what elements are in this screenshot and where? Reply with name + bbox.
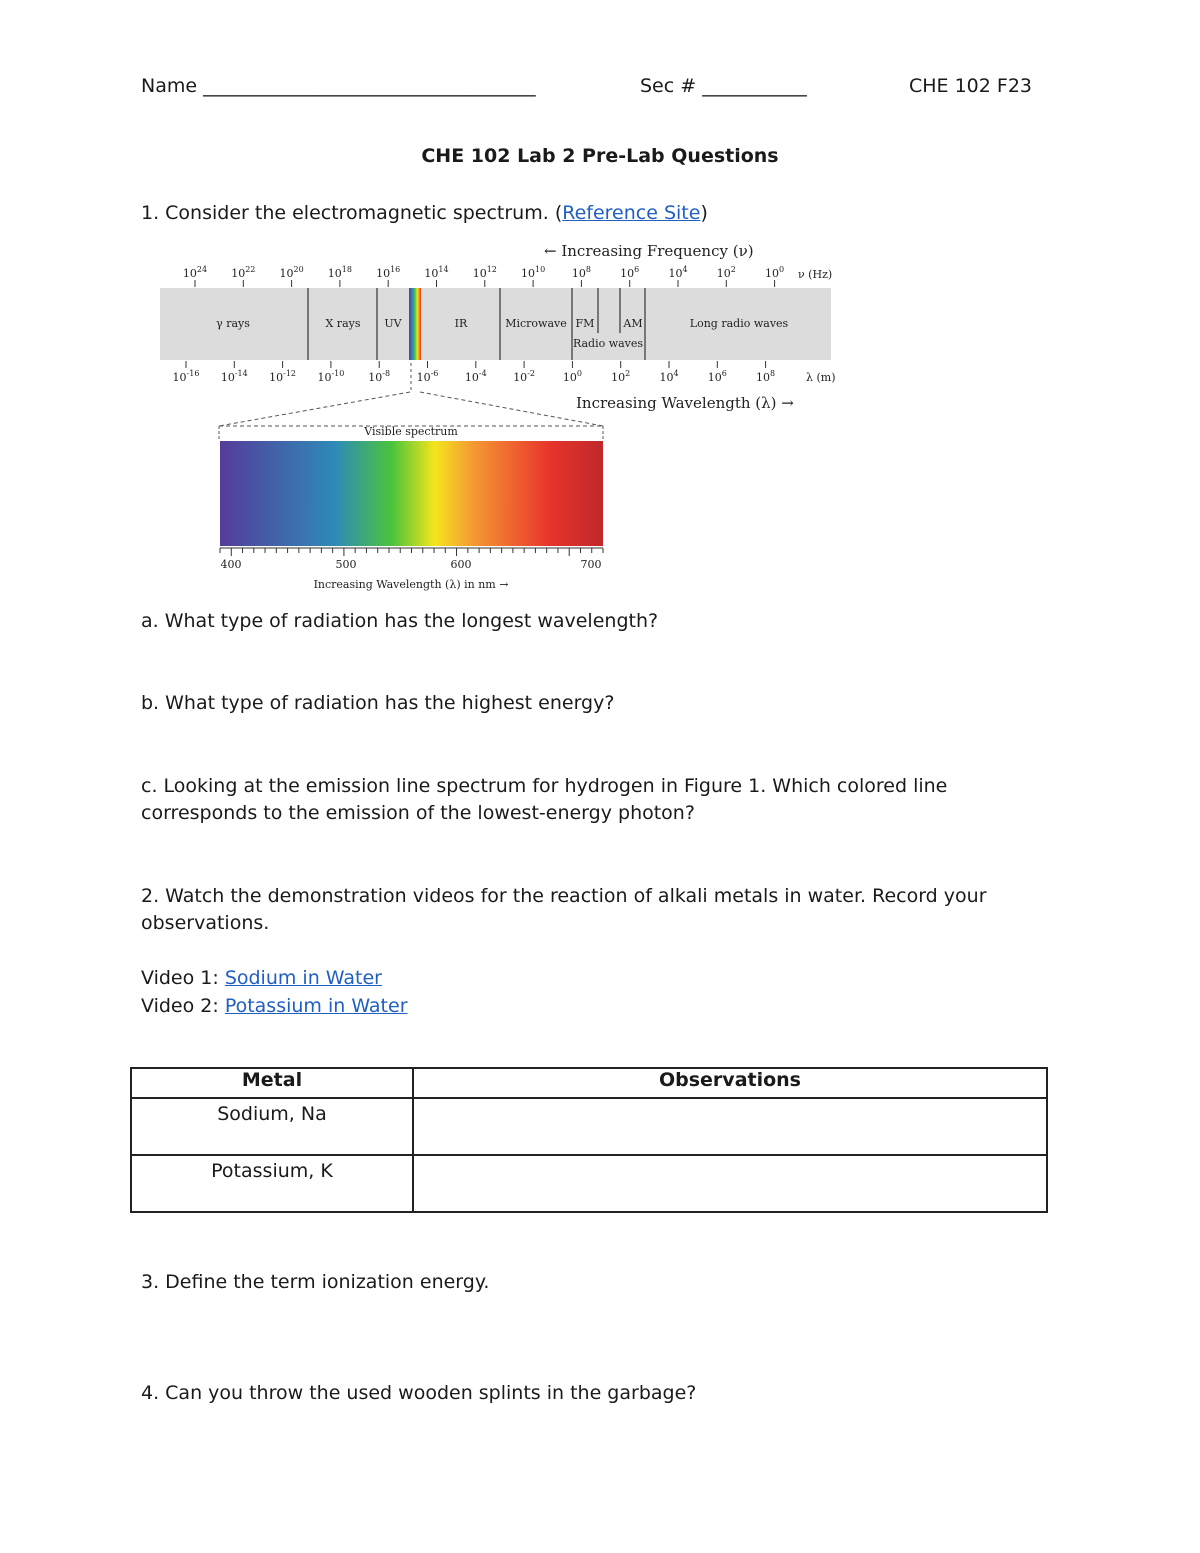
observations-table xyxy=(130,1067,1048,1213)
wavelength-tick-label xyxy=(756,369,775,384)
wavelength-tick-label xyxy=(611,369,630,384)
video-1 xyxy=(141,965,382,992)
tick-exponent: 6 xyxy=(721,369,727,378)
tick-exponent: 10 xyxy=(535,265,546,274)
wavelength-tick-label xyxy=(368,369,390,384)
tick-base: 10 xyxy=(376,267,391,280)
tick-exponent: 0 xyxy=(779,265,785,274)
course-code: CHE 102 F23 xyxy=(909,75,1033,97)
region-long-radio: Long radio waves xyxy=(689,317,789,330)
name-blank[interactable]: ___________________________________ xyxy=(203,75,536,97)
metal-cell: Potassium, K xyxy=(131,1155,413,1212)
metal-cell: Sodium, Na xyxy=(131,1098,413,1155)
region-am: AM xyxy=(623,317,643,330)
tick-exponent: 2 xyxy=(625,369,631,378)
tick-base: 10 xyxy=(659,371,674,384)
frequency-tick-label xyxy=(473,265,497,280)
tick-base: 10 xyxy=(756,371,771,384)
tick-exponent: -4 xyxy=(478,369,487,378)
question-a: a. What type of radiation has the longest wavelength? xyxy=(141,610,659,632)
tick-base: 10 xyxy=(269,371,284,384)
frequency-unit: ν (Hz) xyxy=(798,268,833,281)
question-3: 3. Define the term ionization energy. xyxy=(141,1271,490,1293)
wavelength-tick-label xyxy=(513,369,535,384)
tick-base: 10 xyxy=(464,371,479,384)
region-uv: UV xyxy=(384,317,402,330)
tick-exponent: 4 xyxy=(673,369,679,378)
header-observations: Observations xyxy=(413,1068,1047,1098)
wavelength-tick-label xyxy=(221,369,248,384)
tick-base: 10 xyxy=(571,267,586,280)
tick-base: 10 xyxy=(521,267,536,280)
frequency-tick-label xyxy=(521,265,545,280)
tick-exponent: 16 xyxy=(390,265,401,274)
name-label-text: Name xyxy=(141,75,198,97)
frequency-tick-label xyxy=(717,265,736,280)
tick-exponent: -10 xyxy=(331,369,345,378)
tick-exponent: 20 xyxy=(293,265,304,274)
frequency-tick-label xyxy=(328,265,352,280)
sec-blank[interactable]: ___________ xyxy=(702,75,807,97)
tick-base: 10 xyxy=(562,371,577,384)
tick-exponent: -14 xyxy=(234,369,248,378)
wavelength-tick-label xyxy=(317,369,344,384)
frequency-axis-label: ← Increasing Frequency (ν) xyxy=(544,242,754,260)
frequency-tick-label xyxy=(231,265,255,280)
video-2 xyxy=(141,993,408,1020)
region-gamma: γ rays xyxy=(216,317,250,330)
tick-base: 10 xyxy=(279,267,294,280)
wavelength-tick-label xyxy=(563,369,582,384)
tick-base: 10 xyxy=(172,371,187,384)
em-spectrum-figure xyxy=(0,0,1200,600)
video-2-label: Video 2: xyxy=(141,995,225,1017)
tick-exponent: -16 xyxy=(186,369,200,378)
tick-base: 10 xyxy=(368,371,383,384)
frequency-tick-label xyxy=(572,265,591,280)
frequency-tick-label xyxy=(765,265,784,280)
region-ir: IR xyxy=(454,317,468,330)
tick-base: 10 xyxy=(668,267,683,280)
tick-base: 10 xyxy=(220,371,235,384)
tick-base: 10 xyxy=(765,267,780,280)
question-b: b. What type of radiation has the highest energy? xyxy=(141,692,615,714)
tick-exponent: 24 xyxy=(196,265,208,274)
potassium-video-link[interactable]: Potassium in Water xyxy=(224,995,408,1017)
question-4: 4. Can you throw the used wooden splints in the garbage? xyxy=(141,1382,697,1404)
visible-spectrum-bar xyxy=(220,441,603,546)
tick-base: 10 xyxy=(182,267,197,280)
table-row xyxy=(131,1155,1047,1212)
tick-exponent: -2 xyxy=(527,369,535,378)
visible-narrow-band xyxy=(409,288,421,360)
tick-base: 10 xyxy=(424,267,439,280)
tick-exponent: 8 xyxy=(770,369,776,378)
question-c: c. Looking at the emission line spectrum for hydrogen in Figure 1. Which colored line corresponds to the emission of the lowest-energy photon? xyxy=(141,775,948,824)
wavelength-tick-label xyxy=(173,369,200,384)
tick-base: 10 xyxy=(317,371,332,384)
reference-site-link[interactable]: Reference Site xyxy=(562,202,701,224)
tick-base: 10 xyxy=(231,267,246,280)
frequency-ticks xyxy=(183,265,784,287)
region-radio: Radio waves xyxy=(572,337,644,350)
wavelength-ticks xyxy=(173,361,776,384)
tick-exponent: -8 xyxy=(382,369,391,378)
tick-base: 10 xyxy=(416,371,431,384)
frequency-tick-label xyxy=(668,265,687,280)
tick-base: 10 xyxy=(513,371,528,384)
tick-exponent: 12 xyxy=(486,265,497,274)
wavelength-tick-label xyxy=(269,369,296,384)
tick-exponent: -6 xyxy=(430,369,439,378)
tick-exponent: 2 xyxy=(730,265,736,274)
tick-exponent: 18 xyxy=(341,265,352,274)
observation-cell[interactable] xyxy=(413,1155,1047,1212)
tick-base: 10 xyxy=(327,267,342,280)
question-1-suffix: ) xyxy=(700,202,708,224)
tick-base: 10 xyxy=(716,267,731,280)
video-1-label: Video 1: xyxy=(141,967,225,989)
table-row xyxy=(131,1098,1047,1155)
question-1-text: 1. Consider the electromagnetic spectrum. ( xyxy=(141,202,563,224)
frequency-tick-label xyxy=(620,265,639,280)
question-2: 2. Watch the demonstration videos for the reaction of alkali metals in water. Record your observations. xyxy=(141,885,987,934)
header-metal: Metal xyxy=(131,1068,413,1098)
frequency-tick-label xyxy=(376,265,400,280)
frequency-tick-label xyxy=(183,265,207,280)
visible-tick-600: 600 xyxy=(450,558,472,571)
visible-tick-500: 500 xyxy=(335,558,357,571)
tick-base: 10 xyxy=(472,267,487,280)
region-fm: FM xyxy=(575,317,595,330)
tick-exponent: 8 xyxy=(585,265,591,274)
tick-base: 10 xyxy=(620,267,635,280)
visible-tick-400: 400 xyxy=(220,558,242,571)
tick-exponent: 0 xyxy=(576,369,582,378)
wavelength-unit: λ (m) xyxy=(806,371,836,384)
visible-axis-label: Increasing Wavelength (λ) in nm → xyxy=(313,578,509,591)
frequency-tick-label xyxy=(280,265,304,280)
visible-spectrum-title: Visible spectrum xyxy=(364,425,458,438)
visible-tick-700: 700 xyxy=(580,558,602,571)
zoom-line-left xyxy=(219,392,410,426)
page-title: CHE 102 Lab 2 Pre-Lab Questions xyxy=(421,145,779,167)
region-microwave: Microwave xyxy=(505,317,567,330)
tick-exponent: -12 xyxy=(283,369,297,378)
observation-cell[interactable] xyxy=(413,1098,1047,1155)
table-header-row xyxy=(131,1068,1047,1098)
tick-exponent: 22 xyxy=(245,265,256,274)
wavelength-tick-label xyxy=(417,369,439,384)
frequency-tick-label xyxy=(424,265,448,280)
tick-exponent: 6 xyxy=(634,265,640,274)
sec-label-text: Sec # xyxy=(640,75,697,97)
visible-scale xyxy=(220,548,603,556)
region-xray: X rays xyxy=(325,317,361,330)
wavelength-axis-label: Increasing Wavelength (λ) → xyxy=(576,394,794,412)
tick-exponent: 14 xyxy=(438,265,449,274)
wavelength-tick-label xyxy=(465,369,487,384)
wavelength-tick-label xyxy=(708,369,727,384)
tick-exponent: 4 xyxy=(682,265,688,274)
tick-base: 10 xyxy=(611,371,626,384)
sodium-video-link[interactable]: Sodium in Water xyxy=(224,967,382,989)
tick-base: 10 xyxy=(707,371,722,384)
wavelength-tick-label xyxy=(659,369,678,384)
